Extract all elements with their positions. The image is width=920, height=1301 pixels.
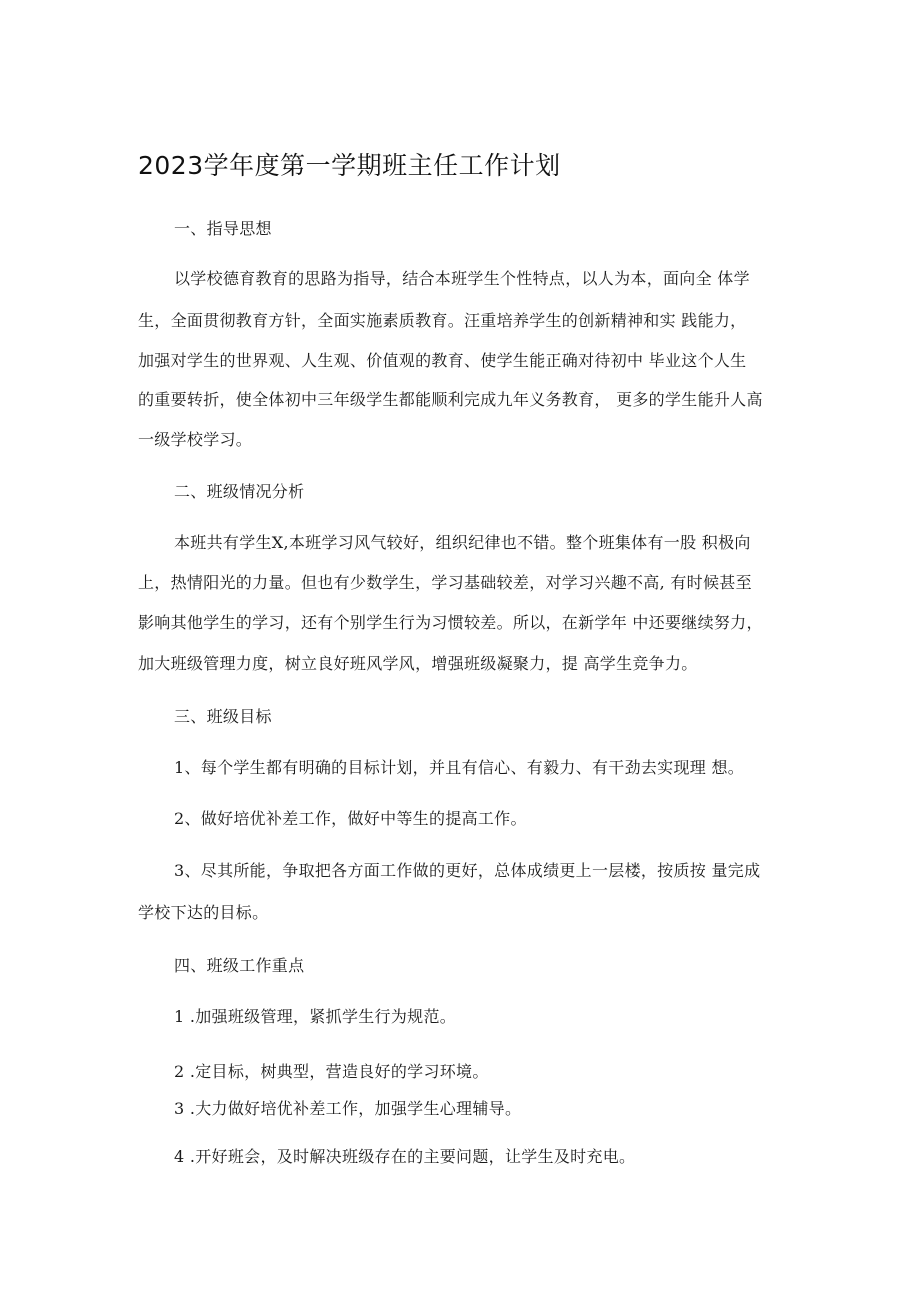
section-heading-class-goals: 三、班级目标 — [174, 707, 272, 726]
section-heading-guiding-thought: 一、指导思想 — [174, 219, 272, 238]
paragraph-line: 本班共有学生X,本班学习风气较好，组织纪律也不错。整个班集体有一股 积极向 — [174, 533, 751, 552]
focus-item: 2 .定目标，树典型，营造良好的学习环境。 — [174, 1062, 489, 1081]
goal-item-continuation: 学校下达的目标。 — [138, 903, 269, 922]
goal-item: 2、做好培优补差工作，做好中等生的提高工作。 — [174, 809, 527, 828]
page-title: 2023学年度第一学期班主任工作计划 — [138, 151, 561, 180]
paragraph-line: 加强对学生的世界观、人生观、价值观的教育、使学生能正确对待初中 毕业这个人生 — [138, 351, 747, 370]
paragraph-line: 以学校德育教育的思路为指导，结合本班学生个性特点，以人为本，面向全 体学 — [174, 269, 750, 288]
focus-item: 4 .开好班会，及时解决班级存在的主要问题，让学生及时充电。 — [174, 1147, 636, 1166]
goal-item: 3、尽其所能，争取把各方面工作做的更好，总体成绩更上一层楼，按质按 量完成 — [174, 861, 761, 880]
focus-item: 3 .大力做好培优补差工作，加强学生心理辅导。 — [174, 1099, 522, 1118]
goal-item: 1、每个学生都有明确的目标计划，并且有信心、有毅力、有干劲去实现理 想。 — [174, 758, 745, 777]
paragraph-line: 加大班级管理力度，树立良好班风学风，增强班级凝聚力，提 高学生竞争力。 — [138, 654, 698, 673]
focus-item: 1 .加强班级管理，紧抓学生行为规范。 — [174, 1007, 457, 1026]
paragraph-line: 一级学校学习。 — [138, 430, 253, 449]
section-heading-work-focus: 四、班级工作重点 — [174, 956, 305, 975]
paragraph-line: 的重要转折，使全体初中三年级学生都能顺利完成九年义务教育， 更多的学生能升人高 — [138, 390, 763, 409]
paragraph-line: 生，全面贯彻教育方针，全面实施素质教育。汪重培养学生的创新精神和实 践能力， — [138, 311, 747, 330]
paragraph-line: 影响其他学生的学习，还有个别学生行为习惯较差。所以，在新学年 中还要继续努力， — [138, 613, 763, 632]
paragraph-line: 上，热情阳光的力量。但也有少数学生，学习基础较差，对学习兴趣不高, 有时候甚至 — [138, 573, 752, 592]
section-heading-class-analysis: 二、班级情况分析 — [174, 482, 305, 501]
